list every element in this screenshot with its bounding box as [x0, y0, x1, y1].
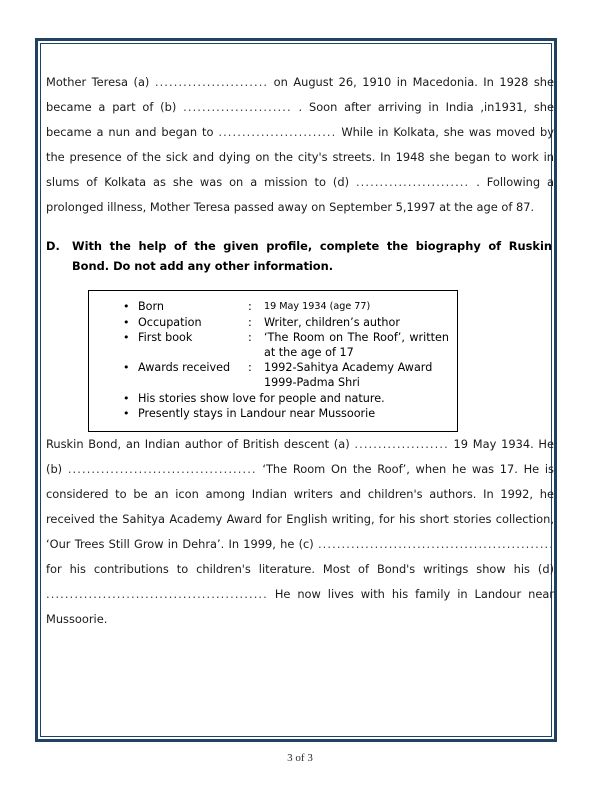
page-content [46, 70, 554, 730]
rb-text-3: ‘The Room On the Roof’, when he was 17. He is considered to be an icon among Indian writers and children's authors. In 1992, he received the Sahitya Academy Award for English writing, for his short stories collection, ‘Our Trees Still Grow in Dehra’. In 1999, he (c) [46, 461, 554, 551]
paragraph-mother-teresa [46, 70, 554, 220]
profile-value-first-book: ‘The Room on The Roof’, written at the age of 17 [264, 331, 449, 359]
blank-leader-a: ........................ [154, 75, 269, 89]
profile-row-born [89, 300, 449, 315]
mt-text-2: on August 26, 1910 in Macedonia. In 1928 she became a part of (b) [46, 75, 554, 114]
rb-blank-leader-b: ........................................ [67, 461, 257, 476]
rb-text-2: 19 May 1934. He (b) [46, 436, 554, 476]
profile-value-awards-line2: 1999-Padma Shri [264, 375, 360, 389]
blank-leader-b: ....................... [183, 100, 292, 114]
mt-text-5: . Following a prolonged illness, Mother Teresa passed away on September 5,1997 at the age of 87. [46, 175, 555, 214]
rb-blank-leader-a: .................... [354, 436, 449, 451]
profile-colon-born: : [248, 300, 252, 313]
profile-note-residence [89, 407, 449, 422]
ruskin-bond-profile-box [88, 290, 458, 432]
profile-value-awards [264, 361, 449, 390]
profile-value-occupation: Writer, children’s author [264, 315, 400, 329]
profile-note-residence-text: Presently stays in Landour near Mussoorie [138, 407, 376, 421]
rb-text-1: Ruskin Bond, an Indian author of British descent (a) [46, 436, 355, 451]
profile-label-occupation: • Occupation [138, 315, 202, 329]
paragraph-ruskin-bond [46, 432, 554, 632]
profile-value-awards-line1: 1992-Sahitya Academy Award [264, 361, 433, 375]
profile-label-awards: • Awards received [138, 361, 231, 375]
profile-colon-first-book: : [248, 331, 252, 345]
profile-colon-occupation: : [248, 315, 252, 329]
blank-leader-c: ......................... [218, 125, 337, 139]
rb-text-5: He now lives with his family in Landour near Mussoorie. [46, 586, 554, 626]
mt-text-3: . Soon after arriving in India ,in1931, she became a nun and began to [46, 100, 554, 139]
profile-list [89, 300, 449, 422]
page-footer [0, 752, 600, 764]
profile-colon-awards: : [248, 361, 252, 375]
profile-value-born: 19 May 1934 (age 77) [264, 301, 371, 312]
blank-leader-d: ........................ [355, 175, 470, 189]
profile-row-awards [89, 361, 449, 390]
rb-blank-leader-d: ............................................... [46, 586, 268, 601]
mt-text-4: While in Kolkata, she was moved by the presence of the sick and dying on the city's streets. In 1948 she began to work in slums of Kolkata as she was on a mission to (d) [46, 125, 555, 189]
mt-text-1: Mother Teresa (a) [46, 75, 155, 89]
rb-text-4: for his contributions to children's literature. Most of Bond's writings show his (d) [46, 561, 554, 576]
section-d-text: With the help of the given profile, complete the biography of Ruskin Bond. Do not add any other information. [72, 239, 552, 273]
profile-row-occupation [89, 316, 449, 331]
rb-blank-leader-c: .................................................. [317, 536, 554, 551]
page-number-label: 3 of 3 [287, 752, 313, 764]
section-d-letter: D. [46, 239, 60, 253]
profile-note-stories [89, 392, 449, 407]
profile-label-first-book: • First book [138, 331, 193, 345]
profile-row-first-book [89, 331, 449, 360]
profile-label-born: • Born [138, 300, 165, 313]
profile-note-stories-text: His stories show love for people and nature. [138, 391, 385, 405]
section-d-heading [46, 236, 554, 276]
